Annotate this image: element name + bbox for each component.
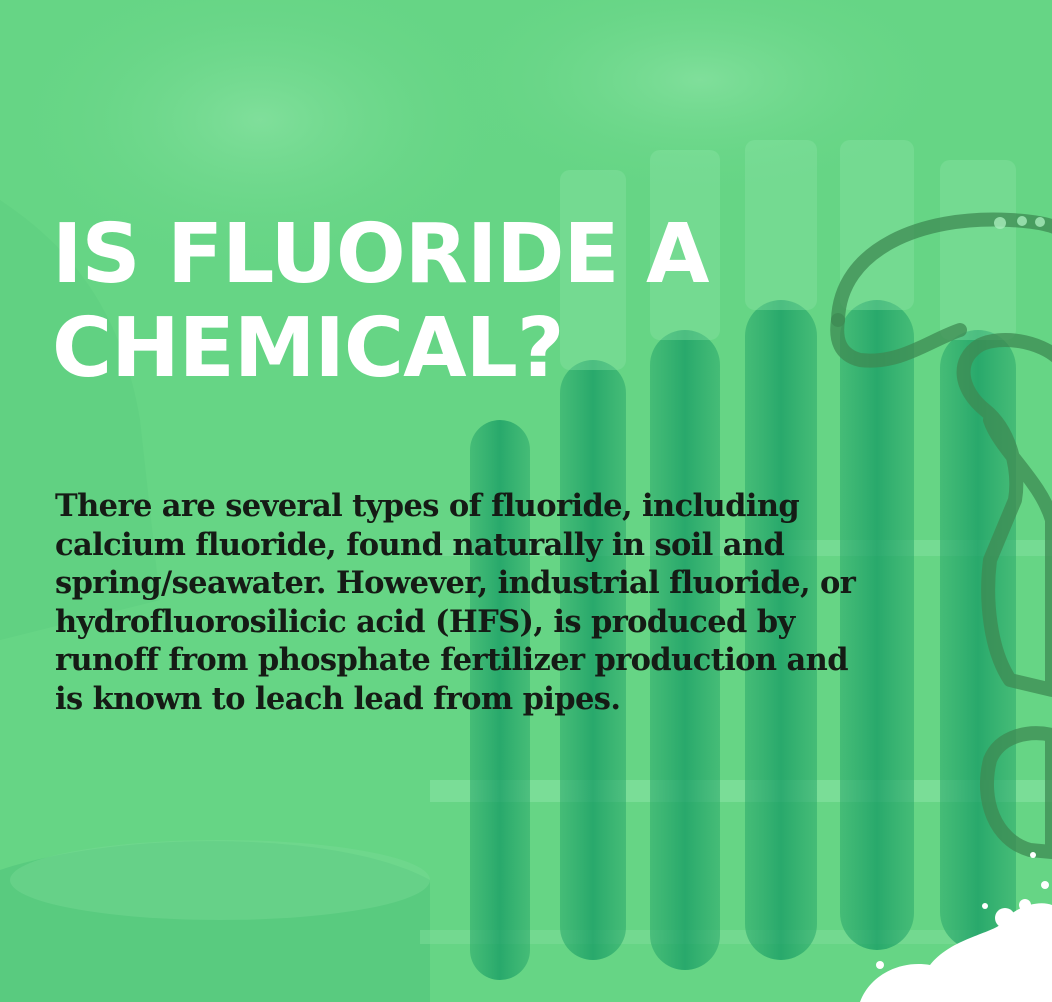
body-line: is known to leach lead from pipes.	[55, 680, 621, 717]
body-line: hydrofluorosilicic acid (HFS), is produced by	[55, 603, 795, 640]
headline	[52, 208, 812, 396]
body-line: spring/seawater. However, industrial fluoride, or	[55, 565, 856, 601]
body-line: There are several types of fluoride, including	[55, 488, 800, 524]
body-paragraph	[55, 487, 915, 718]
headline-line-1: IS FLUORIDE A	[52, 207, 709, 302]
headline-line-2: CHEMICAL?	[52, 301, 564, 396]
body-line: runoff from phosphate fertilizer production and	[55, 642, 848, 678]
body-line: calcium fluoride, found naturally in soil and	[55, 526, 785, 563]
